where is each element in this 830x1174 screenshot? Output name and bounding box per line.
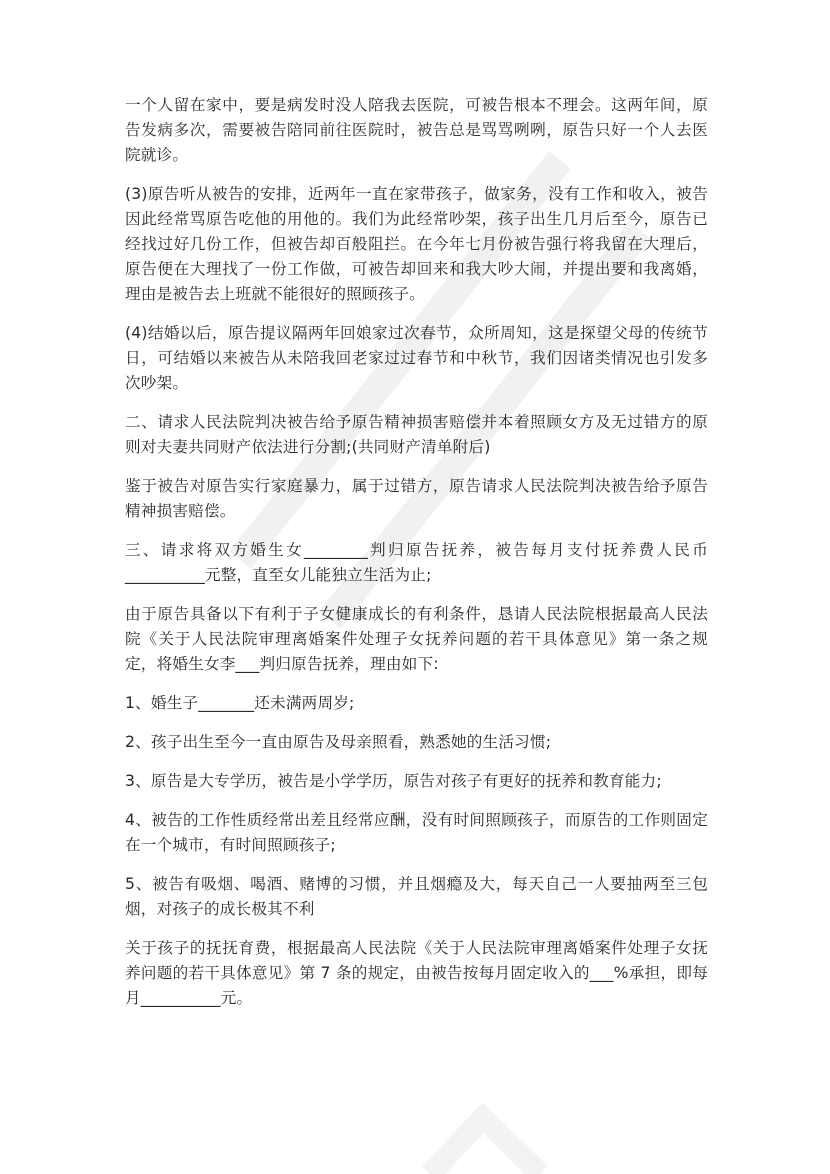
paragraph-continuation: 一个人留在家中，要是病发时没人陪我去医院，可被告根本不理会。这两年间，原告发病多次，需要被告陪同前往医院时，被告总是骂骂咧咧，原告只好一个人去医院就诊。 [125, 96, 708, 164]
claim-two: 二、请求人民法院判决被告给予原告精神损害赔偿并本着照顾女方及无过错方的原则对夫妻共同财产依法进行分割;(共同财产清单附后) [125, 413, 708, 456]
document-body [125, 93, 708, 1025]
paragraph-item-3: (3)原告听从被告的安排，近两年一直在家带孩子，做家务，没有工作和收入，被告因此经常骂原告吃他的用他的。我们为此经常吵架，孩子出生几月后至今，原告已经找过好几份工作，但被告却百般阻拦。在今年七月份被告强行将我留在大理后，原告便在大理找了一份工作做，可被告却回来和我大吵大闹，并提出要和我离婚，理由是被告去上班就不能很好的照顾孩子。 [125, 185, 708, 303]
custody-reason-intro: 由于原告具备以下有利于子女健康成长的有利条件，恳请人民法院根据最高人民法院《关于人民法院审理离婚案件处理子女抚养问题的若干具体意见》第一条之规定，将婚生女李___判归原告抚养，理由如下: [125, 605, 708, 673]
reason-5: 5、被告有吸烟、喝酒、赌博的习惯，并且烟瘾及大，每天自己一人要抽两至三包烟，对孩子的成长极其不利 [125, 875, 708, 918]
reason-3: 3、原告是大专学历，被告是小学学历，原告对孩子有更好的抚养和教育能力; [125, 772, 662, 790]
paragraph-item-4: (4)结婚以后，原告提议隔两年回娘家过次春节，众所周知，这是探望父母的传统节日，可结婚以来被告从未陪我回老家过过春节和中秋节，我们因诸类情况也引发多次吵架。 [125, 324, 708, 392]
claim-three: 三、请求将双方婚生女________判归原告抚养，被告每月支付抚养费人民币__________元整，直至女儿能独立生活为止; [125, 541, 708, 584]
claim-two-reason: 鉴于被告对原告实行家庭暴力，属于过错方，原告请求人民法院判决被告给予原告精神损害赔偿。 [125, 477, 708, 520]
reason-1: 1、婚生子_______还未满两周岁; [125, 694, 355, 712]
child-support-paragraph: 关于孩子的抚抚育费，根据最高人民法院《关于人民法院审理离婚案件处理子女抚养问题的若干具体意见》第 7 条的规定，由被告按每月固定收入的___%承担，即每月__________元。 [125, 939, 708, 1007]
reason-4: 4、被告的工作性质经常出差且经常应酬，没有时间照顾孩子，而原告的工作则固定在一个城市，有时间照顾孩子; [125, 811, 708, 854]
reason-2: 2、孩子出生至今一直由原告及母亲照看，熟悉她的生活习惯; [125, 733, 552, 751]
